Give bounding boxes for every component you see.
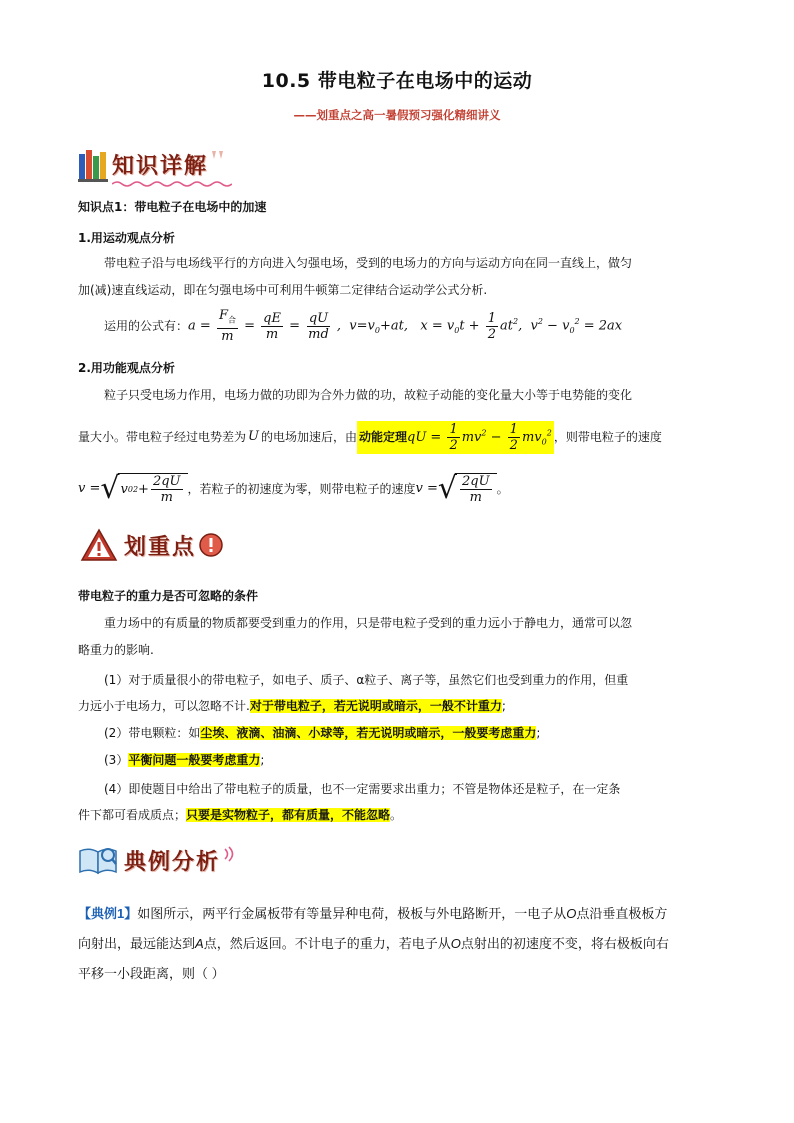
k1-p2b-part2: 的电场加速后，由 [260,430,357,444]
key-item2-line [104,724,540,742]
key-item1b: 力远小于电场力，可以忽略不计. [78,699,250,713]
point-o-1: O [566,906,577,921]
k1-p2c-part2: 。 [496,482,509,496]
example-line1 [78,904,667,924]
example-l2: 向射出，最远能达到 [78,936,196,951]
quote-mark-icon [210,149,226,165]
key-item3-highlight: 平衡问题一般要考虑重力 [128,753,261,767]
velocity-sqrt: √ v 0 2 + $\frac{2qU}{m}$ [100,473,187,505]
key-item1b-line [78,697,506,715]
key-banner [80,528,224,562]
key-item2-highlight: 尘埃、液滴、油滴、小球等，若无说明或暗示，一般要考虑重力 [200,726,537,740]
key-banner-text: 划重点 [124,534,197,560]
k1-p1a: 带电粒子沿与电场线平行的方向进入匀强电场，受到的电场力的方向与运动方向在同一直线上，做匀 [104,256,633,270]
k1-p2c-part1: ，若粒子的初速度为零，则带电粒子的速度 [187,482,416,496]
key-item4-highlight: 只要是实物粒子，都有质量，不能忽略 [186,808,391,822]
key-item4-end: 。 [390,808,403,822]
key-item2-end: ; [536,726,541,740]
energy-theorem-highlight [357,421,554,454]
key-p1b: 略重力的影响. [78,643,154,657]
k1-sub1: 1.用运动观点分析 [78,231,175,245]
key-item4b-line [78,806,402,824]
key-p1a: 重力场中的有质量的物质都要受到重力的作用，只是带电粒子受到的重力远小于静电力，通常可以忽 [104,616,633,630]
key-item3a: (3） [104,753,129,767]
velocity-formula: v = [78,481,101,496]
books-icon [78,146,108,182]
example-l1c: 点沿垂直极板方 [576,906,668,921]
key-heading: 带电粒子的重力是否可忽略的条件 [78,589,259,603]
k1-p2b-part3: ，则带电粒子的速度 [553,430,662,444]
key-item1a: (1）对于质量很小的带电粒子，如电子、质子、α粒子、离子等，虽然它们也受到重力的作用，但重 [104,673,629,687]
key-item1-highlight: 对于带电粒子，若无说明或暗示，一般不计重力 [249,699,502,713]
k1-p2b [78,420,662,454]
k1-p2a: 粒子只受电场力作用，电场力做的功即为合外力做的功，故粒子动能的变化量大小等于电势能的变化 [104,388,633,402]
key-item3-end: ; [260,753,265,767]
key-item1-end: ; [501,699,506,713]
wavy-underline-icon [112,180,232,188]
example-banner-text: 典例分析 [124,849,221,875]
acceleration-formula: a = $\frac{F_合}{m}$ = $\frac{qE}{m}$ = $\frac{qU}{md}$ , $v=v_0+at$, $x = v_0t$ + $\frac{1}{2}$ $at^2$, $v^2 - v_0^2 = 2ax$ [188,308,623,344]
k1-p1b: 加(减)速直线运动，即在匀强电场中可利用牛顿第二定律结合运动学公式分析. [78,283,488,297]
example-l2e: 点射出的初速度不变，将右极板向右 [460,936,669,951]
key-item3-line [104,751,264,769]
key-item4a: (4）即使题目中给出了带电粒子的质量，也不一定需要求出重力；不管是物体还是粒子，在一定条 [104,782,621,796]
potential-symbol: U [248,429,259,444]
k1-formula-line [104,308,622,344]
point-a: A [195,936,204,951]
example-banner [78,843,238,877]
warning-icon [80,528,118,562]
velocity-zero-formula: v = [415,481,438,496]
page-title: 10.5 带电粒子在电场中的运动 [261,70,533,92]
page-subtitle: ——划重点之高一暑假预习强化精细讲义 [293,108,501,122]
example-tag: 【典例1】 [78,906,138,921]
signal-waves-icon [222,845,238,863]
key-item4b: 件下都可看成质点； [78,808,187,822]
velocity-zero-sqrt: √ $\frac{2qU}{m}$ [438,473,497,505]
point-o-2: O [450,936,461,951]
exclamation-circle-icon [198,532,224,558]
example-line2 [78,934,669,954]
key-item2a: (2）带电颗粒：如 [104,726,201,740]
example-l1: 如图所示，两平行金属板带有等量异种电荷，极板与外电路断开，一电子从 [137,906,567,921]
example-line3: 平移一小段距离，则（ ） [78,966,225,981]
formula-lead: 运用的公式有： [104,319,189,333]
open-book-icon [78,843,118,877]
knowledge-banner [78,146,226,182]
k1-p2b-part1: 量大小。带电粒子经过电势差为 [78,430,247,444]
example-l2c: 点，然后返回。不计电子的重力，若电子从 [203,936,451,951]
k1-sub2: 2.用功能观点分析 [78,361,175,375]
energy-theorem-formula: qU = $\frac{1}{2}$ $mv^2$ − $\frac{1}{2}$ $mv_0^2$ [407,421,552,453]
k1-p2c [78,469,509,509]
energy-theorem-label: 动能定理 [359,430,408,444]
k1-heading: 知识点1：带电粒子在电场中的加速 [78,200,267,214]
knowledge-banner-text: 知识详解 [112,153,209,179]
